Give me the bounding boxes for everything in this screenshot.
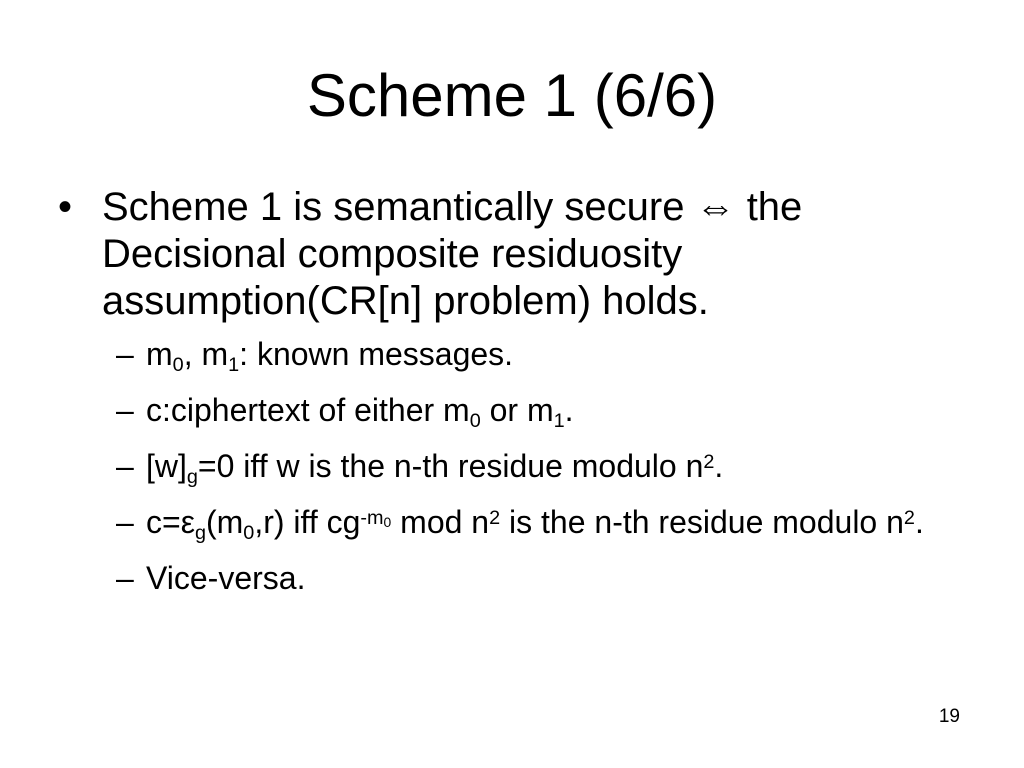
subscript: g bbox=[194, 521, 206, 544]
text: . bbox=[564, 392, 574, 428]
text: (m bbox=[205, 504, 244, 540]
subscript: g bbox=[186, 465, 198, 488]
superscript: 2 bbox=[903, 507, 915, 530]
sub-bullet-vice-versa bbox=[58, 559, 958, 598]
iff-symbol: ⇔ bbox=[695, 185, 736, 229]
main-bullet-text-part1: Scheme 1 is semantically secure bbox=[102, 185, 696, 229]
text: Vice-versa. bbox=[146, 560, 306, 596]
superscript bbox=[360, 507, 391, 529]
text: : known messages. bbox=[239, 336, 514, 372]
superscript-text: -m bbox=[360, 507, 384, 530]
subscript: 1 bbox=[553, 409, 565, 432]
subscript: 1 bbox=[228, 353, 240, 376]
bullet-marker: • bbox=[58, 185, 73, 229]
dash-marker: – bbox=[116, 448, 134, 484]
text: mod n bbox=[391, 504, 490, 540]
sub-bullet-encryption bbox=[58, 503, 958, 542]
text: =0 iff w is the n-th residue modulo n bbox=[197, 448, 704, 484]
main-bullet bbox=[58, 184, 958, 325]
subscript: 0 bbox=[243, 521, 255, 544]
dash-marker: – bbox=[116, 392, 134, 428]
superscript: 2 bbox=[703, 451, 715, 474]
nested-subscript: 0 bbox=[383, 513, 392, 530]
text: m bbox=[146, 336, 173, 372]
dash-marker: – bbox=[116, 560, 134, 596]
text: c=ε bbox=[146, 504, 195, 540]
page-number: 19 bbox=[938, 706, 960, 727]
sub-bullet-residue bbox=[58, 447, 958, 486]
sub-bullet-messages bbox=[58, 335, 958, 374]
dash-marker: – bbox=[116, 504, 134, 540]
dash-marker: – bbox=[116, 336, 134, 372]
sub-bullet-ciphertext bbox=[58, 391, 958, 430]
text: . bbox=[914, 504, 924, 540]
subscript: 0 bbox=[172, 353, 184, 376]
slide-title: Scheme 1 (6/6) bbox=[306, 62, 718, 129]
slide-content bbox=[58, 184, 958, 615]
text: or m bbox=[480, 392, 554, 428]
superscript: 2 bbox=[489, 507, 501, 530]
text: ,r) iff cg bbox=[254, 504, 361, 540]
main-bullet-text-part2: the Decisional composite residuosity assumption(CR[n] problem) holds. bbox=[102, 185, 803, 323]
text: c:ciphertext of either m bbox=[146, 392, 470, 428]
subscript: 0 bbox=[469, 409, 481, 432]
text: [w] bbox=[146, 448, 187, 484]
text: . bbox=[714, 448, 724, 484]
text: is the n-th residue modulo n bbox=[500, 504, 904, 540]
text: , m bbox=[183, 336, 229, 372]
